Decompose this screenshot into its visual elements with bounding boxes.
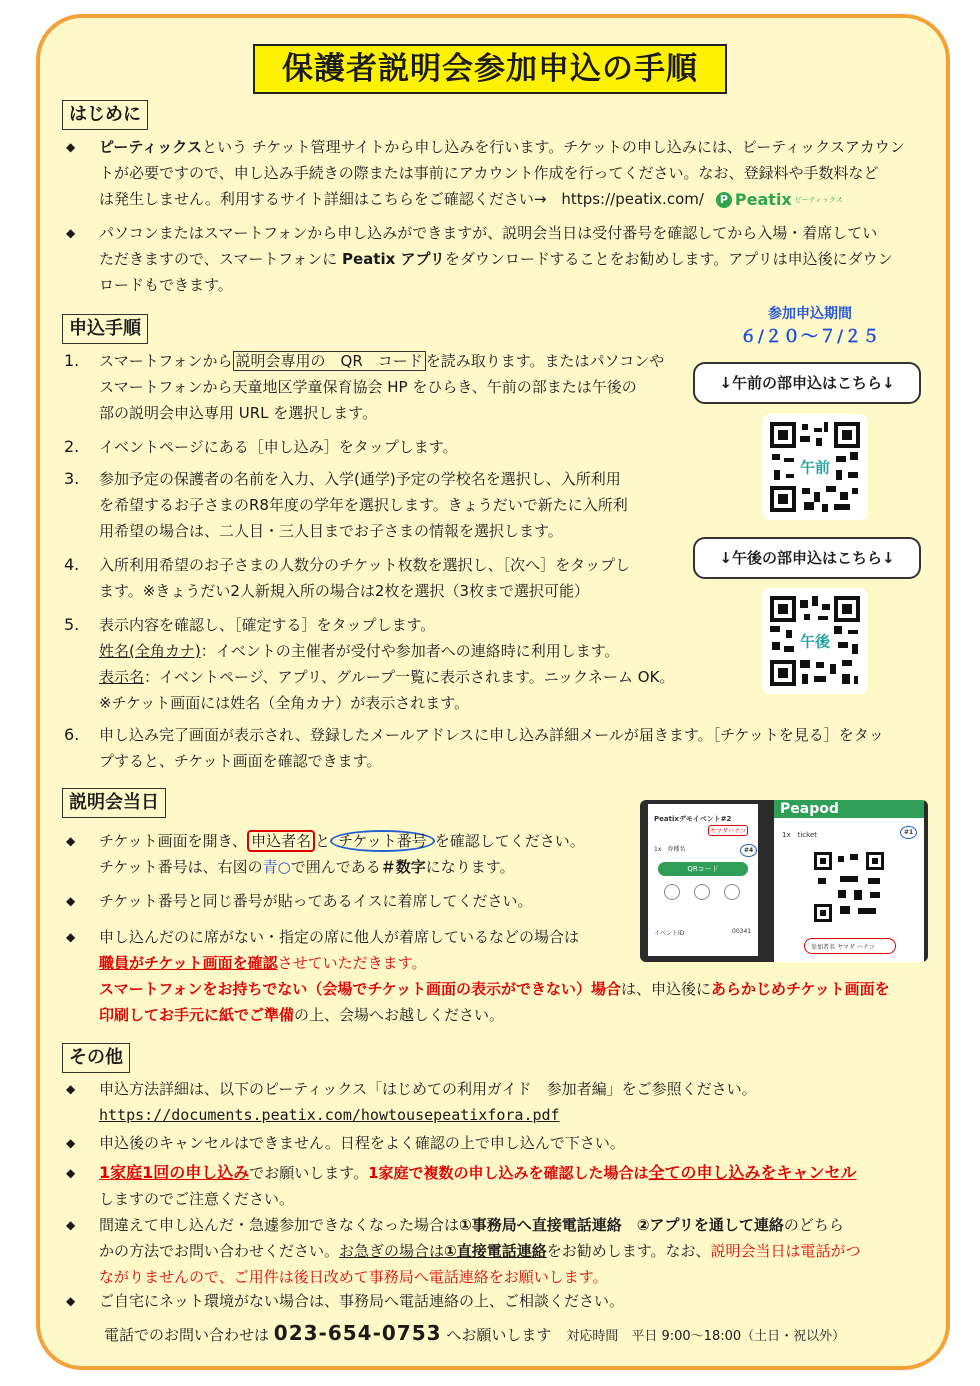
step-1: スマートフォンから 説明会専用の QR コード を読み取ります。またはパソコンや スマートフォンから天童地区学童保育協会 HP をひらき、午前の部または午後の 部の説明会申込専用 URL を選択します。 [99,352,665,422]
page-title: 保護者説明会参加申込の手順 [253,44,727,94]
am-signup-button[interactable]: ↓午前の部申込はこちら↓ [693,362,921,404]
step-number: 5. [64,615,80,634]
section-steps-heading: 申込手順 [62,314,148,344]
peatix-logo: P Peatix ピーティックス [716,187,843,213]
step-2: イベントページにある［申し込み］をタップします。 [99,438,458,456]
contact-footer: 電話でのお問い合わせは 023-654-0753 へお願いします 対応時間 平日 9:00～18:00（土日・祝以外） [104,1321,846,1345]
phone-circle-icon [694,884,710,900]
ticket-screen-illustration [640,800,928,962]
phone-circle-icon [724,884,740,900]
phone-left: Peatixデモイベント#2 ヤマダハナコ 1x 券種名 #4 QRコード イベントID 00341 [648,804,758,956]
phone-brand: Peapod [774,800,924,818]
phone-circle-icon [664,884,680,900]
step-5: 表示内容を確認し、［確定する］をタップします。 姓名(全角カナ)：イベントの主催者が受付や参加者への連絡時に利用します。 表示名：イベントページ、アプリ、グループ一覧に表示されます。ニックネーム OK。 ※チケット画面には姓名（全角カナ）が表示されます。 [99,616,675,712]
day-bullet-1: チケット画面を開き、 申込者名 と チケット番号 を確認してください。 チケット番号は、右図の青○で囲んである＃数字になります。 [99,832,585,876]
section-intro-heading: はじめに [62,100,148,130]
period-dates: ６/２０～７/２５ [739,327,881,347]
other-bullet-1: 申込方法詳細は、以下のピーティックス「はじめての利用ガイド 参加者編」をご参照ください。 https://documents.peatix.com/howtousepeatixfora.pdf [99,1076,757,1128]
bullet: ◆ [66,1166,76,1180]
phone-qr-button: QRコード [658,862,748,876]
other-bullet-4: 間違えて申し込んだ・急遽参加できなくなった場合は①事務局へ直接電話連絡 ②アプリを通して連絡のどちら かの方法でお問い合わせください。お急ぎの場合は①直接電話連絡をお勧めします。なお、説明会当日は電話がつ ながりませんので、ご用件は後日改めて事務局へ電話連絡をお願いします。 [99,1216,861,1286]
phone-name-tag: ヤマダハナコ [708,825,748,836]
other-bullet-5: ご自宅にネット環境がない場合は、事務局へ電話連絡の上、ご相談ください。 [99,1292,625,1310]
ticket-number-highlight: チケット番号 [330,830,435,852]
step-number: 2. [64,437,80,456]
qr-code-am[interactable]: 午前 [762,414,868,520]
section-other-heading: その他 [62,1043,130,1073]
step-6: 申し込み完了画面が表示され、登録したメールアドレスに申し込み詳細メールが届きます。［チケットを見る］をタッ プすると、チケット画面を確認できます。 [99,726,884,770]
day-bullet-3: 申し込んだのに席がない・指定の席に他人が着席しているなどの場合は 職員がチケット画面を確認させていただきます。 スマートフォンをお持ちでない（会場でチケット画面の表示ができない）場合は、申込後にあらかじめチケット画面を 印刷してお手元に紙でご準備の上、会場へお越しください。 [99,928,890,1024]
phone-number[interactable]: 023-654-0753 [273,1321,442,1345]
phone-participant-name-box: 参加者名 ヤマダ ハナコ [804,938,896,954]
bullet: ◆ [66,1294,76,1308]
step-number: 3. [64,469,80,488]
phone-right: Peapod 1x ticket #1 参加者名 ヤマダ ハナコ [774,800,924,962]
pm-signup-button[interactable]: ↓午後の部申込はこちら↓ [693,537,921,579]
applicant-name-highlight: 申込者名 [247,830,315,852]
bullet: ◆ [66,1136,76,1150]
intro-bullet-1: ピーティックスという チケット管理サイトから申し込みを行います。チケットの申し込みには、ピーティックスアカウン トが必要ですので、申し込み手続きの際または事前にアカウント作成を行ってください。なお、登録料や手数料など は発生しません。利用するサイト詳細はこちらをご確認ください→ https://peatix.com/ P Peatix ピーティックス [99,134,905,213]
bullet: ◆ [66,226,76,240]
bullet: ◆ [66,834,76,848]
phone-ticket-number: #4 [740,844,757,857]
guide-pdf-link[interactable]: https://documents.peatix.com/howtousepeatixfora.pdf [99,1106,560,1124]
section-day-heading: 説明会当日 [62,788,166,818]
phone-ticket-number-right: #1 [900,826,917,839]
other-bullet-2: 申込後のキャンセルはできません。日程をよく確認の上で申し込んで下さい。 [99,1134,625,1152]
bullet: ◆ [66,930,76,944]
step-number: 4. [64,555,80,574]
phone-qr-icon [814,852,884,922]
day-bullet-2: チケット番号と同じ番号が貼ってあるイスに着席してください。 [99,892,533,910]
intro-bullet-2: パソコンまたはスマートフォンから申し込みができますが、説明会当日は受付番号を確認してから入場・着席してい ただきますので、スマートフォンに Peatix アプリをダウンロードすることをお勧めします。アプリは申込後にダウン ロードもできます。 [99,224,893,294]
bullet: ◆ [66,140,76,154]
step-4: 入所利用希望のお子さまの人数分のチケット枚数を選択し、［次へ］をタップし ます。※きょうだい2人新規入所の場合は2枚を選択（3枚まで選択可能） [99,556,631,600]
qr-code-pm[interactable]: 午後 [762,588,868,694]
bullet: ◆ [66,894,76,908]
period-title: 参加申込期間 [768,306,852,322]
step-number: 6. [64,725,80,744]
step-number: 1. [64,351,80,370]
bullet: ◆ [66,1082,76,1096]
step-3: 参加予定の保護者の名前を入力、入学(通学)予定の学校名を選択し、入所利用 を希望するお子さまのR8年度の学年を選択します。きょうだいで新たに入所利 用希望の場合は、二人目・三人目までお子さまの情報を選択します。 [99,470,628,540]
other-bullet-3: 1家庭1回の申し込みでお願いします。1家庭で複数の申し込みを確認した場合は全ての申し込みをキャンセル しますのでご注意ください。 [99,1163,857,1208]
bullet: ◆ [66,1218,76,1232]
